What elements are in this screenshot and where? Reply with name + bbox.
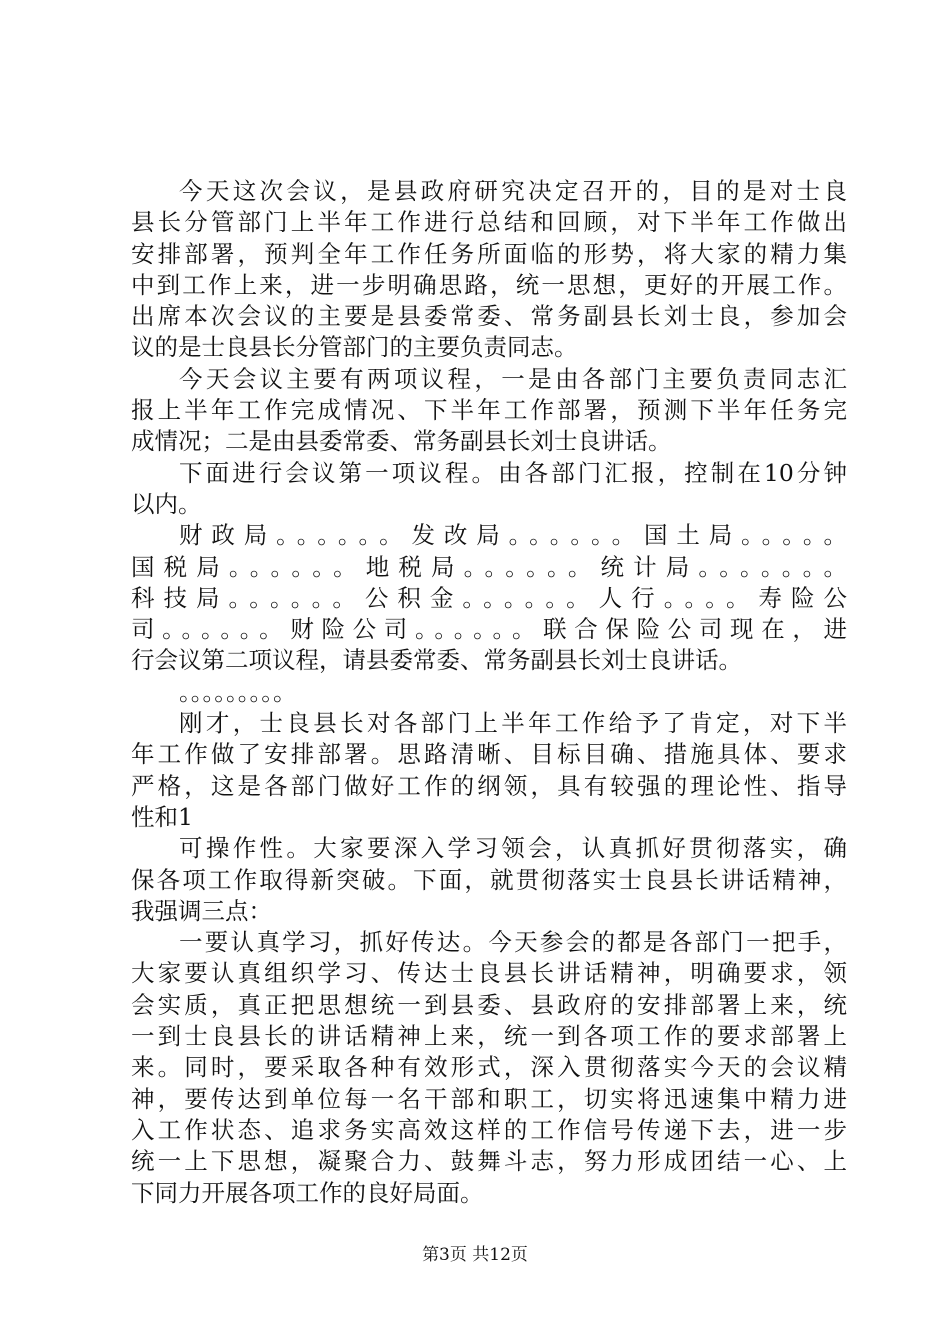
text-line: 可操作性。大家要深入学习领会，认真抓好贯彻落实，确 — [179, 834, 847, 863]
text-line: 入工作状态、追求务实高效这样的工作信号传递下去，进一步 — [131, 1115, 847, 1144]
document-body — [131, 176, 847, 1209]
text-line: 行会议第二项议程，请县委常委、常务副县长刘士良讲话。 — [131, 646, 742, 675]
text-line: 出席本次会议的主要是县委常委、常务副县长刘士良，参加会 — [131, 302, 847, 331]
text-line: 以内。 — [131, 489, 202, 518]
text-line: 神，要传达到单位每一名干部和职工，切实将迅速集中精力进 — [131, 1084, 847, 1113]
text-line: 来。同时，要采取各种有效形式，深入贯彻落实今天的会议精 — [131, 1053, 847, 1082]
text-line: 统一上下思想，凝聚合力、鼓舞斗志，努力形成团结一心、上 — [131, 1147, 847, 1176]
text-line: 中到工作上来，进一步明确思路，统一思想，更好的开展工作。 — [131, 270, 847, 299]
text-line: 一要认真学习，抓好传达。今天参会的都是各部门一把手， — [179, 928, 847, 957]
text-line: 刚才，士良县长对各部门上半年工作给予了肯定，对下半 — [179, 709, 847, 738]
text-line: 报上半年工作完成情况、下半年工作部署，预测下半年任务完 — [131, 396, 847, 425]
text-line: 议的是士良县长分管部门的主要负责同志。 — [131, 333, 578, 362]
text-line: 我强调三点： — [131, 896, 272, 925]
text-line: 财政局。。。。。。发改局。。。。。。国土局。。。。。 — [179, 521, 847, 550]
text-line: 保各项工作取得新突破。下面，就贯彻落实士良县长讲话精神， — [131, 865, 847, 894]
text-line: 一到士良县长的讲话精神上来，统一到各项工作的要求部署上 — [131, 1022, 847, 1051]
text-line: 严格，这是各部门做好工作的纲领，具有较强的理论性、指导 — [131, 771, 847, 800]
text-line: 下同力开展各项工作的良好局面。 — [131, 1178, 484, 1207]
text-line: 下面进行会议第一项议程。由各部门汇报，控制在10分钟 — [179, 458, 847, 487]
text-line: 科技局。。。。。。公积金。。。。。。人行。。。。寿险公 — [131, 583, 847, 612]
text-line: 年工作做了安排部署。思路清晰、目标目确、措施具体、要求 — [131, 740, 847, 769]
text-line: 今天这次会议，是县政府研究决定召开的，目的是对士良 — [179, 177, 847, 205]
text-line: 今天会议主要有两项议程，一是由各部门主要负责同志汇 — [179, 364, 847, 393]
text-line: 会实质，真正把思想统一到县委、县政府的安排部署上来，统 — [131, 990, 847, 1019]
text-line: 。。。。。。。。。 — [179, 677, 297, 706]
text-line: 大家要认真组织学习、传达士良县长讲话精神，明确要求，领 — [131, 959, 847, 988]
page-footer: 第3页 共12页 — [422, 1245, 528, 1265]
text-line: 县长分管部门上半年工作进行总结和回顾，对下半年工作做出 — [131, 208, 847, 237]
text-line: 安排部署，预判全年工作任务所面临的形势，将大家的精力集 — [131, 239, 847, 268]
text-line: 成情况；二是由县委常委、常务副县长刘士良讲话。 — [131, 427, 672, 456]
text-line: 司。。。。。。财险公司。。。。。。联合保险公司现在，进 — [131, 615, 847, 644]
text-line: 性和1 — [131, 802, 193, 831]
text-line: 国税局。。。。。。地税局。。。。。。统计局。。。。。。。 — [131, 552, 847, 581]
